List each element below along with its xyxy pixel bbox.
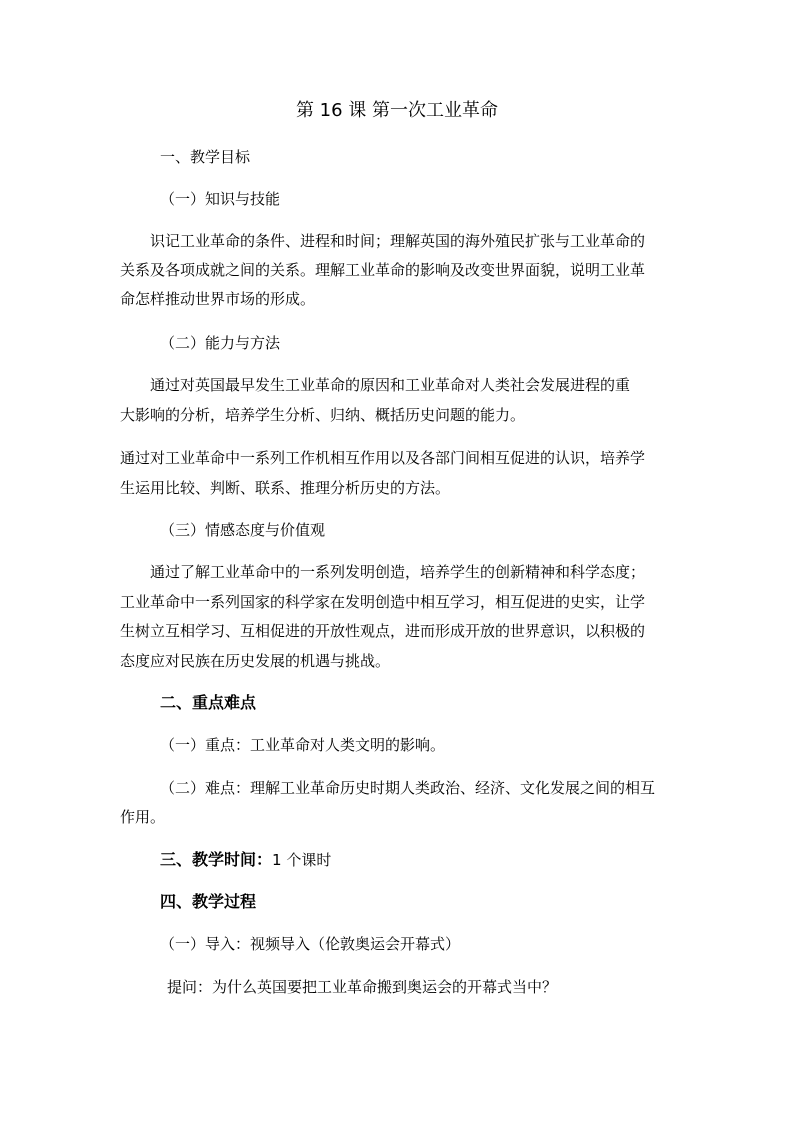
key-point: （一）重点：工业革命对人类文明的影响。 <box>160 736 446 754</box>
section-3-label: 三、教学时间： <box>160 850 273 869</box>
paragraph-line: 关系及各项成就之间的关系。理解工业革命的影响及改变世界面貌，说明工业革 <box>120 261 646 279</box>
section-1-heading: 一、教学目标 <box>160 148 251 166</box>
paragraph-line: 通过对工业革命中一系列工作机相互作用以及各部门间相互促进的认识，培养学 <box>120 449 646 467</box>
paragraph-line: 通过了解工业革命中的一系列发明创造，培养学生的创新精神和科学态度； <box>150 563 646 581</box>
subsection-1-2-heading: （二）能力与方法 <box>160 334 281 352</box>
paragraph-line: 作用。 <box>120 808 166 826</box>
intro-line: （一）导入：视频导入（伦敦奥运会开幕式） <box>160 935 461 953</box>
subsection-1-3-heading: （三）情感态度与价值观 <box>160 521 326 539</box>
paragraph-line: 大影响的分析，培养学生分析、归纳、概括历史问题的能力。 <box>120 406 526 424</box>
subsection-1-1-heading: （一）知识与技能 <box>160 190 281 208</box>
section-2-heading: 二、重点难点 <box>160 693 257 712</box>
paragraph-line: 生树立互相学习、互相促进的开放性观点，进而形成开放的世界意识，以积极的 <box>120 622 646 640</box>
paragraph-line: 识记工业革命的条件、进程和时间；理解英国的海外殖民扩张与工业革命的 <box>150 232 646 250</box>
document-title: 第 16 课 第一次工业革命 <box>295 100 499 121</box>
paragraph-line: 通过对英国最早发生工业革命的原因和工业革命对人类社会发展进程的重 <box>150 376 631 394</box>
section-3-value: 1 个课时 <box>272 851 332 869</box>
paragraph-line: 生运用比较、判断、联系、推理分析历史的方法。 <box>120 479 451 497</box>
paragraph-line: （二）难点：理解工业革命历史时期人类政治、经济、文化发展之间的相互 <box>160 779 656 797</box>
section-4-heading: 四、教学过程 <box>160 892 257 911</box>
question-line: 提问：为什么英国要把工业革命搬到奥运会的开幕式当中？ <box>167 978 558 996</box>
paragraph-line: 命怎样推动世界市场的形成。 <box>120 290 316 308</box>
paragraph-line: 态度应对民族在历史发展的机遇与挑战。 <box>120 652 391 670</box>
paragraph-line: 工业革命中一系列国家的科学家在发明创造中相互学习，相互促进的史实，让学 <box>120 593 646 611</box>
section-3-heading <box>0 848 794 872</box>
